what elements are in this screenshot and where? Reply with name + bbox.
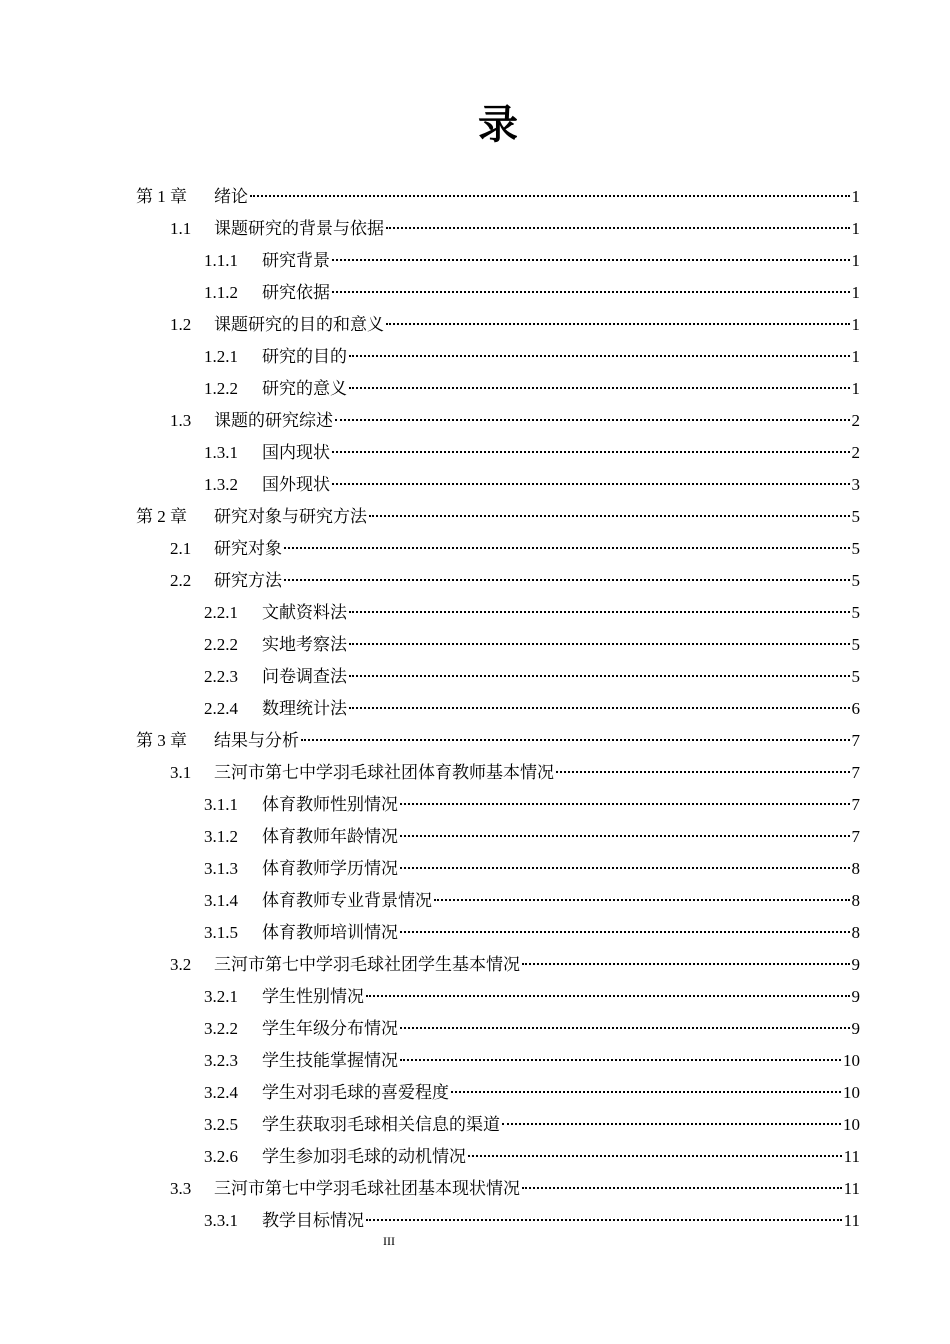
dot-leader — [349, 675, 850, 677]
toc-entry[interactable] — [136, 1205, 860, 1237]
toc-entry-label: 实地考察法 — [262, 635, 347, 655]
toc-entry-label: 课题研究的背景与依据 — [214, 219, 384, 239]
dot-leader — [332, 483, 850, 485]
toc-entry[interactable] — [136, 533, 860, 565]
toc-entry-page: 10 — [843, 1115, 860, 1134]
toc-entry-page: 5 — [851, 635, 860, 654]
toc-entry-number: 3.3 — [170, 1179, 192, 1198]
toc-entry-page: 5 — [851, 603, 860, 622]
toc-entry-page: 7 — [851, 795, 860, 814]
dot-leader — [301, 739, 850, 741]
toc-entry-number: 2.1 — [170, 539, 192, 558]
toc-entry[interactable] — [136, 757, 860, 789]
toc-entry[interactable] — [136, 1013, 860, 1045]
toc-entry[interactable] — [136, 789, 860, 821]
toc-entry[interactable] — [136, 309, 860, 341]
toc-entry-number: 1.1.1 — [204, 251, 238, 270]
toc-entry[interactable] — [136, 981, 860, 1013]
toc-entry-number: 2.2 — [170, 571, 192, 590]
toc-entry-page: 10 — [843, 1051, 860, 1070]
toc-entry-page: 7 — [851, 763, 860, 782]
toc-entry-number: 3.2.5 — [204, 1115, 238, 1134]
dot-leader — [400, 1027, 850, 1029]
toc-entry[interactable] — [136, 1077, 860, 1109]
toc-entry-label: 学生性别情况 — [262, 987, 364, 1007]
dot-leader — [468, 1155, 842, 1157]
toc-entry-number: 3.1.1 — [204, 795, 238, 814]
toc-entry-page: 6 — [851, 699, 860, 718]
toc-entry-label: 研究背景 — [262, 251, 330, 271]
toc-entry-number: 1.2 — [170, 315, 192, 334]
toc-entry-label: 学生年级分布情况 — [262, 1019, 398, 1039]
dot-leader — [451, 1091, 841, 1093]
toc-entry-page: 11 — [843, 1179, 860, 1198]
toc-entry-label: 体育教师年龄情况 — [262, 827, 398, 847]
toc-entry[interactable] — [136, 885, 860, 917]
toc-entry-label: 学生对羽毛球的喜爱程度 — [262, 1083, 449, 1103]
toc-entry-page: 1 — [851, 219, 860, 238]
dot-leader — [366, 995, 850, 997]
toc-entry-number: 3.2.1 — [204, 987, 238, 1006]
toc-entry-number: 第 1 章 — [136, 187, 187, 206]
toc-entry-page: 8 — [851, 923, 860, 942]
toc-entry-number: 2.2.3 — [204, 667, 238, 686]
dot-leader — [349, 707, 850, 709]
toc-entry[interactable] — [136, 597, 860, 629]
dot-leader — [332, 451, 850, 453]
toc-entry[interactable] — [136, 853, 860, 885]
toc-entry-page: 8 — [851, 859, 860, 878]
toc-entry-number: 2.2.4 — [204, 699, 238, 718]
toc-entry-label: 问卷调查法 — [262, 667, 347, 687]
toc-entry-page: 9 — [851, 987, 860, 1006]
toc-entry-label: 课题研究的目的和意义 — [214, 315, 384, 335]
toc-entry-label: 研究对象 — [214, 539, 282, 559]
toc-entry-page: 1 — [851, 251, 860, 270]
toc-entry-label: 体育教师学历情况 — [262, 859, 398, 879]
toc-entry-number: 1.1.2 — [204, 283, 238, 302]
dot-leader — [400, 1059, 841, 1061]
toc-entry[interactable] — [136, 469, 860, 501]
toc-entry-number: 第 2 章 — [136, 507, 187, 526]
toc-entry-number: 3.2.3 — [204, 1051, 238, 1070]
toc-entry-number: 3.1.3 — [204, 859, 238, 878]
toc-entry-number: 1.3.1 — [204, 443, 238, 462]
toc-entry[interactable] — [136, 565, 860, 597]
toc-entry[interactable] — [136, 341, 860, 373]
toc-entry-label: 研究依据 — [262, 283, 330, 303]
dot-leader — [349, 355, 850, 357]
toc-entry-page: 1 — [851, 283, 860, 302]
toc-entry-number: 1.3.2 — [204, 475, 238, 494]
toc-entry-label: 学生技能掌握情况 — [262, 1051, 398, 1071]
toc-entry-page: 2 — [851, 443, 860, 462]
toc-entry[interactable] — [136, 629, 860, 661]
dot-leader — [366, 1219, 842, 1221]
dot-leader — [502, 1123, 841, 1125]
dot-leader — [250, 195, 850, 197]
dot-leader — [400, 803, 850, 805]
dot-leader — [332, 291, 850, 293]
toc-entry[interactable] — [136, 1173, 860, 1205]
toc-entry-label: 学生参加羽毛球的动机情况 — [262, 1147, 466, 1167]
toc-entry-page: 5 — [851, 507, 860, 526]
toc-entry-label: 研究的意义 — [262, 379, 347, 399]
toc-entry-label: 研究的目的 — [262, 347, 347, 367]
toc-entry-label: 学生获取羽毛球相关信息的渠道 — [262, 1115, 500, 1135]
dot-leader — [349, 611, 850, 613]
toc-entry-label: 体育教师培训情况 — [262, 923, 398, 943]
toc-entry-page: 8 — [851, 891, 860, 910]
toc-entry-label: 体育教师专业背景情况 — [262, 891, 432, 911]
toc-entry[interactable] — [136, 917, 860, 949]
toc-entry-page: 1 — [851, 315, 860, 334]
dot-leader — [400, 931, 850, 933]
page-number-footer: III — [383, 1234, 395, 1248]
toc-entry[interactable] — [136, 405, 860, 437]
toc-entry[interactable] — [136, 725, 860, 757]
toc-entry-label: 绪论 — [214, 187, 248, 207]
toc-entry-page: 1 — [851, 347, 860, 366]
toc-entry-number: 3.2 — [170, 955, 192, 974]
toc-entry-number: 1.2.1 — [204, 347, 238, 366]
toc-entry[interactable] — [136, 277, 860, 309]
toc-entry-label: 三河市第七中学羽毛球社团学生基本情况 — [214, 955, 520, 975]
toc-entry-label: 数理统计法 — [262, 699, 347, 719]
toc-entry-label: 文献资料法 — [262, 603, 347, 623]
toc-entry-label: 三河市第七中学羽毛球社团基本现状情况 — [214, 1179, 520, 1199]
toc-entry-number: 1.2.2 — [204, 379, 238, 398]
dot-leader — [400, 867, 850, 869]
dot-leader — [386, 227, 850, 229]
dot-leader — [349, 643, 850, 645]
toc-entry-label: 研究方法 — [214, 571, 282, 591]
toc-entry[interactable] — [136, 501, 860, 533]
toc-entry-number: 2.2.2 — [204, 635, 238, 654]
toc-entry-page: 1 — [851, 187, 860, 206]
toc-entry-number: 3.3.1 — [204, 1211, 238, 1230]
toc-entry-number: 3.1 — [170, 763, 192, 782]
dot-leader — [522, 963, 850, 965]
toc-entry-number: 3.2.4 — [204, 1083, 238, 1102]
toc-entry-number: 2.2.1 — [204, 603, 238, 622]
toc-entry[interactable] — [136, 1045, 860, 1077]
toc-entry[interactable] — [136, 821, 860, 853]
toc-entry[interactable] — [136, 661, 860, 693]
toc-entry-label: 教学目标情况 — [262, 1211, 364, 1231]
toc-entry-number: 3.1.5 — [204, 923, 238, 942]
toc-entry-number: 3.1.4 — [204, 891, 238, 910]
toc-entry-page: 9 — [851, 955, 860, 974]
dot-leader — [556, 771, 850, 773]
toc-title: 录 — [478, 102, 518, 148]
dot-leader — [284, 579, 850, 581]
dot-leader — [522, 1187, 842, 1189]
toc-entry-page: 11 — [843, 1211, 860, 1230]
toc-entry[interactable] — [136, 1141, 860, 1173]
toc-entry-label: 三河市第七中学羽毛球社团体育教师基本情况 — [214, 763, 554, 783]
dot-leader — [349, 387, 850, 389]
toc-entry[interactable] — [136, 181, 860, 213]
toc-entry-page: 5 — [851, 667, 860, 686]
toc-entry-label: 结果与分析 — [214, 731, 299, 751]
toc-entry-label: 研究对象与研究方法 — [214, 507, 367, 527]
toc-entry-number: 3.1.2 — [204, 827, 238, 846]
toc-entry-label: 课题的研究综述 — [214, 411, 333, 431]
toc-entry-label: 体育教师性别情况 — [262, 795, 398, 815]
toc-entry[interactable] — [136, 437, 860, 469]
toc-entry-label: 国外现状 — [262, 475, 330, 495]
toc-entry[interactable] — [136, 213, 860, 245]
toc-entry-label: 国内现状 — [262, 443, 330, 463]
toc-entry[interactable] — [136, 245, 860, 277]
dot-leader — [434, 899, 850, 901]
dot-leader — [335, 419, 850, 421]
toc-entry-page: 10 — [843, 1083, 860, 1102]
dot-leader — [332, 259, 850, 261]
toc-entry-page: 7 — [851, 827, 860, 846]
table-of-contents — [136, 181, 860, 1237]
toc-entry-page: 5 — [851, 571, 860, 590]
dot-leader — [400, 835, 850, 837]
toc-entry[interactable] — [136, 949, 860, 981]
toc-entry-page: 3 — [851, 475, 860, 494]
toc-entry-number: 第 3 章 — [136, 731, 187, 750]
toc-entry-page: 11 — [843, 1147, 860, 1166]
toc-entry-page: 2 — [851, 411, 860, 430]
toc-entry-page: 9 — [851, 1019, 860, 1038]
dot-leader — [369, 515, 850, 517]
toc-entry[interactable] — [136, 373, 860, 405]
toc-entry-page: 1 — [851, 379, 860, 398]
dot-leader — [284, 547, 850, 549]
toc-entry-number: 1.1 — [170, 219, 192, 238]
dot-leader — [386, 323, 850, 325]
toc-entry[interactable] — [136, 693, 860, 725]
toc-entry-page: 7 — [851, 731, 860, 750]
toc-entry-number: 3.2.2 — [204, 1019, 238, 1038]
toc-entry[interactable] — [136, 1109, 860, 1141]
toc-entry-number: 1.3 — [170, 411, 192, 430]
toc-entry-page: 5 — [851, 539, 860, 558]
toc-entry-number: 3.2.6 — [204, 1147, 238, 1166]
